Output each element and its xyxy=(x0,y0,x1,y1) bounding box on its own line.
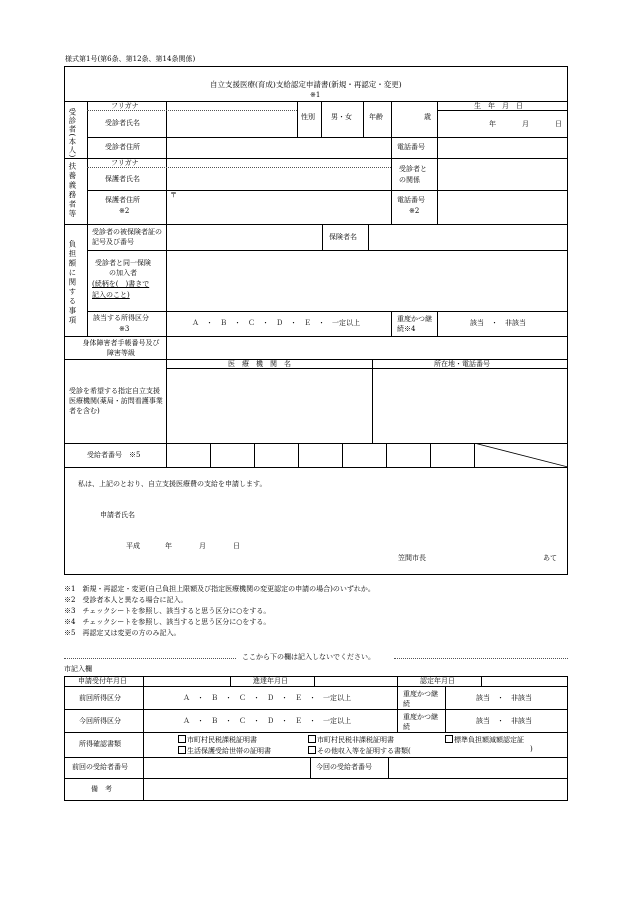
prev-income-label: 前回所得区分 xyxy=(79,694,121,702)
date-era: 平成 xyxy=(126,542,140,550)
gender-options: 男・女 xyxy=(331,113,352,121)
birth-day: 日 xyxy=(555,120,562,128)
prev-recipient-label: 前回の受給者番号 xyxy=(72,763,128,771)
date-day: 日 xyxy=(233,542,240,550)
income-options: Ａ ・ Ｂ ・ Ｃ ・ Ｄ ・ Ｅ ・ 一定以上 xyxy=(192,319,360,327)
birth-label: 生 年 月 日 xyxy=(474,102,523,110)
guardian-phone-note: ※2 xyxy=(409,207,420,215)
date-month: 月 xyxy=(199,542,206,550)
curr-severe-label: 重度かつ継続 xyxy=(403,713,438,731)
checkbox-icon[interactable] xyxy=(308,746,316,754)
checkbox-icon[interactable] xyxy=(445,735,453,743)
curr-income-options: Ａ ・ Ｂ ・ Ｃ ・ Ｄ ・ Ｅ ・ 一定以上 xyxy=(183,717,351,725)
guardian-group-label: 扶養義務者等 xyxy=(67,162,77,219)
same-insurance-line3: (続柄を( )書きで xyxy=(92,280,150,288)
separator-text: ここから下の欄は記入しないでください。 xyxy=(242,653,375,661)
severe-options: 該当 ・ 非該当 xyxy=(470,319,526,327)
received-label: 申請受付年月日 xyxy=(78,677,127,685)
guardian-relation-label: 受診者との関係 xyxy=(399,165,427,184)
curr-severe-options: 該当 ・ 非該当 xyxy=(476,717,532,725)
burden-group-label: 負担額に関する事項 xyxy=(67,240,77,326)
guardian-name-label: 保護者氏名 xyxy=(105,175,140,183)
severe-label: 重度かつ継続※4 xyxy=(397,315,432,333)
patient-name-label: 受診者氏名 xyxy=(105,119,140,127)
birth-month: 月 xyxy=(522,120,529,128)
declaration: 私は、上記のとおり、自立支援医療費の支給を申請します。 xyxy=(78,480,267,488)
guardian-address-note: ※2 xyxy=(119,207,130,215)
note-4: ※4 チェックシートを参照し、該当すると思う区分に○をする。 xyxy=(64,618,271,626)
city-section-title: 市記入欄 xyxy=(64,665,92,673)
doc-5: その他収入等を証明する書類( xyxy=(308,746,411,755)
gender-label: 性別 xyxy=(301,113,315,121)
same-insurance-line2: の加入者 xyxy=(109,269,137,277)
income-class-note: ※3 xyxy=(119,325,130,333)
prev-income-options: Ａ ・ Ｂ ・ Ｃ ・ Ｄ ・ Ｅ ・ 一定以上 xyxy=(183,694,351,702)
honorific: あて xyxy=(543,554,557,562)
mayor: 笠間市長 xyxy=(398,554,426,562)
note-3: ※3 チェックシートを参照し、該当すると思う区分に○をする。 xyxy=(64,607,271,615)
prev-severe-label: 重度かつ継続 xyxy=(403,690,438,708)
separator-right xyxy=(394,658,568,659)
institution-name-header: 医 療 機 関 名 xyxy=(228,360,291,368)
institution-address-header: 所在地・電話番号 xyxy=(434,360,490,368)
same-insurance-line1: 受診者と同一保険 xyxy=(95,259,151,267)
checkbox-icon[interactable] xyxy=(178,735,186,743)
forwarded-label: 進達年月日 xyxy=(253,677,288,685)
note-5: ※5 再認定又は変更の方のみ記入。 xyxy=(64,629,181,637)
applicant-name-label: 申請者氏名 xyxy=(100,511,135,519)
same-insurance-line4: 記入のこと) xyxy=(92,291,130,299)
guardian-furigana: フリガナ xyxy=(111,159,139,167)
recipient-no-label: 受給者番号 ※5 xyxy=(87,451,141,459)
age-unit: 歳 xyxy=(424,113,431,121)
birth-year: 年 xyxy=(489,120,496,128)
income-class-label: 該当する所得区分 xyxy=(93,314,149,322)
approved-label: 認定年月日 xyxy=(420,677,455,685)
guardian-phone-label: 電話番号 xyxy=(397,196,425,204)
age-label: 年齢 xyxy=(369,113,383,121)
doc-5-close: ) xyxy=(530,745,533,753)
patient-phone-label: 電話番号 xyxy=(397,143,425,151)
curr-recipient-label: 今回の受給者番号 xyxy=(316,763,372,771)
prev-severe-options: 該当 ・ 非該当 xyxy=(476,694,532,702)
income-docs-label: 所得確認書類 xyxy=(79,740,121,748)
patient-group-label: 受診者(本人) xyxy=(67,108,77,159)
curr-income-label: 今回所得区分 xyxy=(79,717,121,725)
form-number: 様式第1号(第6条、第12条、第14条関係) xyxy=(65,55,196,63)
doc-1: 市町村民税課税証明書 xyxy=(178,735,257,744)
date-year: 年 xyxy=(165,542,172,550)
remarks-label: 備 考 xyxy=(91,785,112,793)
doc-4: 生活保護受給世帯の証明書 xyxy=(178,746,271,755)
patient-address-label: 受診者住所 xyxy=(105,143,140,151)
guardian-address-label: 保護者住所 xyxy=(105,196,140,204)
form-title: 自立支援医療(育成)支給認定申請書(新規・再認定・変更) xyxy=(210,80,402,89)
insurance-card-label: 受診者の被保険者証の記号及び番号 xyxy=(92,228,162,246)
diagonal-strike xyxy=(474,443,568,467)
note-2: ※2 受診者本人と異なる場合に記入。 xyxy=(64,596,188,604)
postal-mark: 〒 xyxy=(170,191,177,199)
separator-left xyxy=(64,658,236,659)
doc-2: 市町村民税非課税証明書 xyxy=(308,735,394,744)
disability-label: 身体障害者手帳番号及び障害等級 xyxy=(82,339,160,357)
patient-furigana: フリガナ xyxy=(111,102,139,110)
insurer-label: 保険者名 xyxy=(329,233,357,241)
title-note: ※1 xyxy=(310,91,321,99)
checkbox-icon[interactable] xyxy=(178,746,186,754)
checkbox-icon[interactable] xyxy=(308,735,316,743)
doc-3: 標準負担額減額認定証 xyxy=(445,735,524,744)
note-1: ※1 新規・再認定・変更(自己負担上限額及び指定医療機関の変更認定の申請の場合)のいずれか。 xyxy=(64,585,375,593)
institution-label: 受診を希望する指定自立支援医療機関(薬局・訪問看護事業者を含む) xyxy=(69,387,163,415)
